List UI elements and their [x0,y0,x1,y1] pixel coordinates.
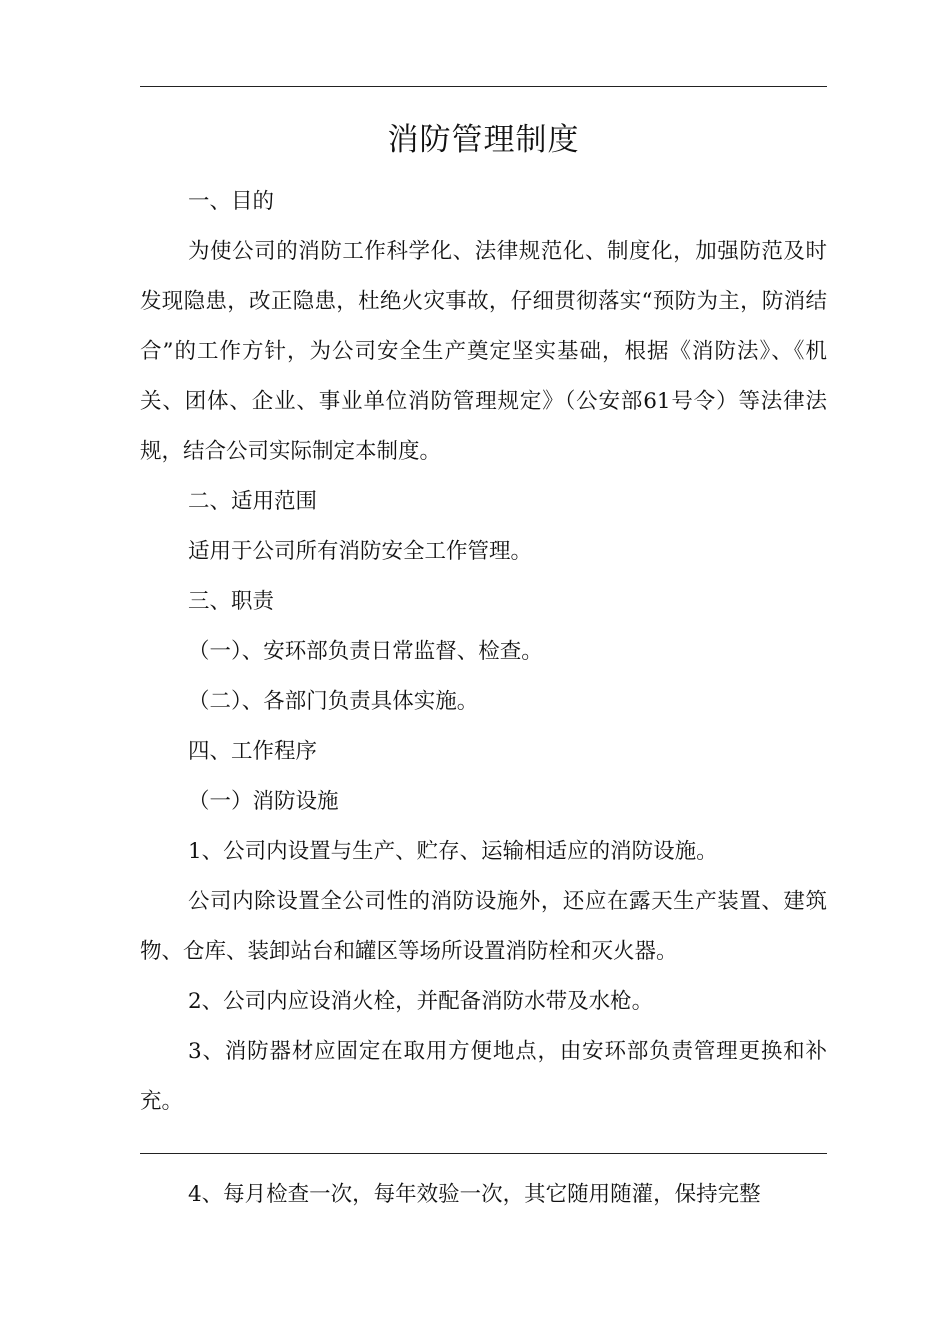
scope-paragraph: 适用于公司所有消防安全工作管理。 [188,539,533,564]
facility-item-4: 4、每月检查一次，每年效验一次，其它随用随灌，保持完整 [188,1182,761,1207]
header-rule [140,86,827,87]
purpose-heading: 一、目的 [188,189,275,214]
facility-item-1: 1、公司内设置与生产、贮存、运输相适应的消防设施。 [188,839,718,864]
page-title: 消防管理制度 [387,122,580,158]
procedure-heading: 四、工作程序 [188,739,318,764]
facilities-heading: （一）消防设施 [188,789,339,814]
purpose-paragraph: 为使公司的消防工作科学化、法律规范化、制度化，加强防范及时发现隐患，改正隐患，杜绝火灾事故，仔细贯彻落实“预防为主，防消结合”的工作方针，为公司安全生产奠定坚实基础，根据《消防法》、《机关、团体、企业、事业单位消防管理规定》（公安部61号令）等法律法规，结合公司实际制定本制度。 [140,239,827,464]
duty-heading: 三、职责 [188,589,275,614]
duty-item-1: （一）、安环部负责日常监督、检查。 [188,639,543,664]
page-break-rule [140,1153,827,1154]
facility-item-1-detail: 公司内除设置全公司性的消防设施外，还应在露天生产装置、建筑物、仓库、装卸站台和罐区等场所设置消防栓和灭火器。 [140,889,827,964]
duty-item-2: （二）、各部门负责具体实施。 [188,689,479,714]
scope-heading: 二、适用范围 [188,489,318,514]
facility-item-3: 3、消防器材应固定在取用方便地点，由安环部负责管理更换和补充。 [140,1039,827,1114]
facility-item-2: 2、公司内应设消火栓，并配备消防水带及水枪。 [188,989,654,1014]
